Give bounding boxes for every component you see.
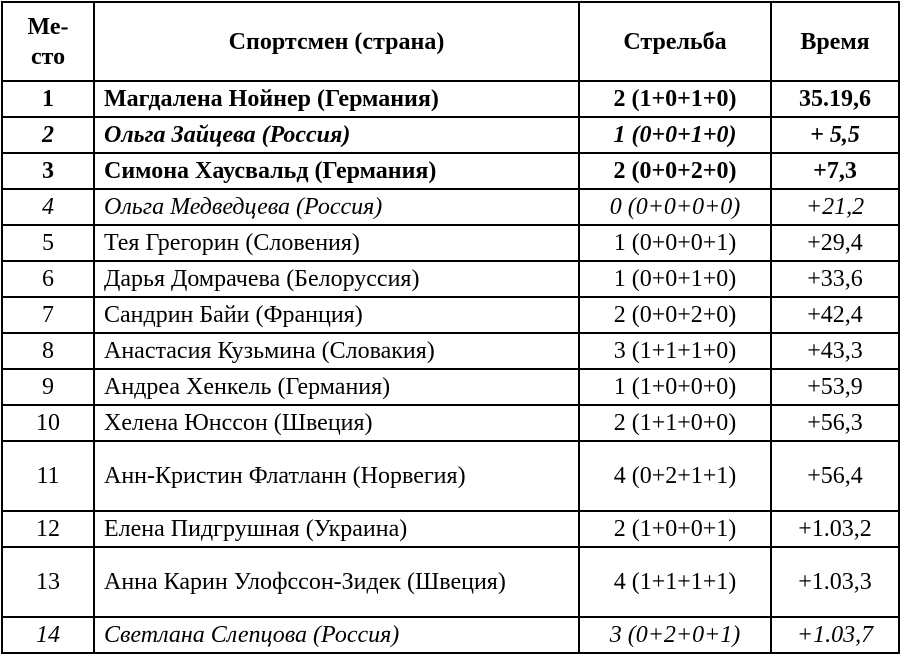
athlete-cell: Светлана Слепцова (Россия): [94, 617, 579, 653]
time-cell: +7,3: [771, 153, 899, 189]
time-cell: + 5,5: [771, 117, 899, 153]
shooting-cell: 1 (0+0+0+1): [579, 225, 771, 261]
time-cell: +53,9: [771, 369, 899, 405]
athlete-cell: Дарья Домрачева (Белоруссия): [94, 261, 579, 297]
table-row: [2, 617, 899, 653]
shooting-cell: 2 (0+0+2+0): [579, 297, 771, 333]
place-cell: 7: [2, 297, 94, 333]
table-row: [2, 333, 899, 369]
place-cell: 10: [2, 405, 94, 441]
place-cell: 3: [2, 153, 94, 189]
table-row: [2, 81, 899, 117]
table-row: [2, 153, 899, 189]
place-cell: 1: [2, 81, 94, 117]
place-cell: 4: [2, 189, 94, 225]
table-row: [2, 369, 899, 405]
shooting-cell: 2 (1+0+1+0): [579, 81, 771, 117]
shooting-cell: 1 (0+0+1+0): [579, 117, 771, 153]
place-cell: 13: [2, 547, 94, 617]
shooting-cell: 2 (1+0+0+1): [579, 511, 771, 547]
time-cell: +29,4: [771, 225, 899, 261]
table-row: [2, 189, 899, 225]
time-cell: +43,3: [771, 333, 899, 369]
time-cell: +42,4: [771, 297, 899, 333]
shooting-cell: 3 (0+2+0+1): [579, 617, 771, 653]
table-row: [2, 225, 899, 261]
place-cell: 9: [2, 369, 94, 405]
table-row: [2, 511, 899, 547]
shooting-cell: 2 (1+1+0+0): [579, 405, 771, 441]
header-place: Ме- сто: [2, 2, 94, 81]
time-cell: +33,6: [771, 261, 899, 297]
table-row: [2, 547, 899, 617]
athlete-cell: Елена Пидгрушная (Украина): [94, 511, 579, 547]
shooting-cell: 4 (0+2+1+1): [579, 441, 771, 511]
shooting-cell: 1 (1+0+0+0): [579, 369, 771, 405]
place-cell: 14: [2, 617, 94, 653]
time-cell: +56,3: [771, 405, 899, 441]
shooting-cell: 2 (0+0+2+0): [579, 153, 771, 189]
table-row: [2, 117, 899, 153]
shooting-cell: 4 (1+1+1+1): [579, 547, 771, 617]
table-row: [2, 297, 899, 333]
header-time: Время: [771, 2, 899, 81]
time-cell: +1.03,3: [771, 547, 899, 617]
time-cell: +21,2: [771, 189, 899, 225]
place-cell: 5: [2, 225, 94, 261]
place-cell: 8: [2, 333, 94, 369]
shooting-cell: 1 (0+0+1+0): [579, 261, 771, 297]
table-row: [2, 261, 899, 297]
shooting-cell: 0 (0+0+0+0): [579, 189, 771, 225]
time-cell: +1.03,7: [771, 617, 899, 653]
athlete-cell: Андреа Хенкель (Германия): [94, 369, 579, 405]
place-cell: 12: [2, 511, 94, 547]
place-cell: 6: [2, 261, 94, 297]
athlete-cell: Сандрин Байи (Франция): [94, 297, 579, 333]
athlete-cell: Анна Карин Улофссон-Зидек (Швеция): [94, 547, 579, 617]
table-row: [2, 441, 899, 511]
athlete-cell: Ольга Зайцева (Россия): [94, 117, 579, 153]
place-cell: 2: [2, 117, 94, 153]
header-row: [2, 2, 899, 81]
athlete-cell: Тея Грегорин (Словения): [94, 225, 579, 261]
athlete-cell: Симона Хаусвальд (Германия): [94, 153, 579, 189]
athlete-cell: Хелена Юнссон (Швеция): [94, 405, 579, 441]
athlete-cell: Ольга Медведцева (Россия): [94, 189, 579, 225]
athlete-cell: Магдалена Нойнер (Германия): [94, 81, 579, 117]
time-cell: +56,4: [771, 441, 899, 511]
place-cell: 11: [2, 441, 94, 511]
header-athlete: Спортсмен (страна): [94, 2, 579, 81]
header-shooting: Стрельба: [579, 2, 771, 81]
time-cell: +1.03,2: [771, 511, 899, 547]
table-row: [2, 405, 899, 441]
time-cell: 35.19,6: [771, 81, 899, 117]
results-table: [1, 1, 900, 654]
athlete-cell: Анастасия Кузьмина (Словакия): [94, 333, 579, 369]
athlete-cell: Анн-Кристин Флатланн (Норвегия): [94, 441, 579, 511]
shooting-cell: 3 (1+1+1+0): [579, 333, 771, 369]
